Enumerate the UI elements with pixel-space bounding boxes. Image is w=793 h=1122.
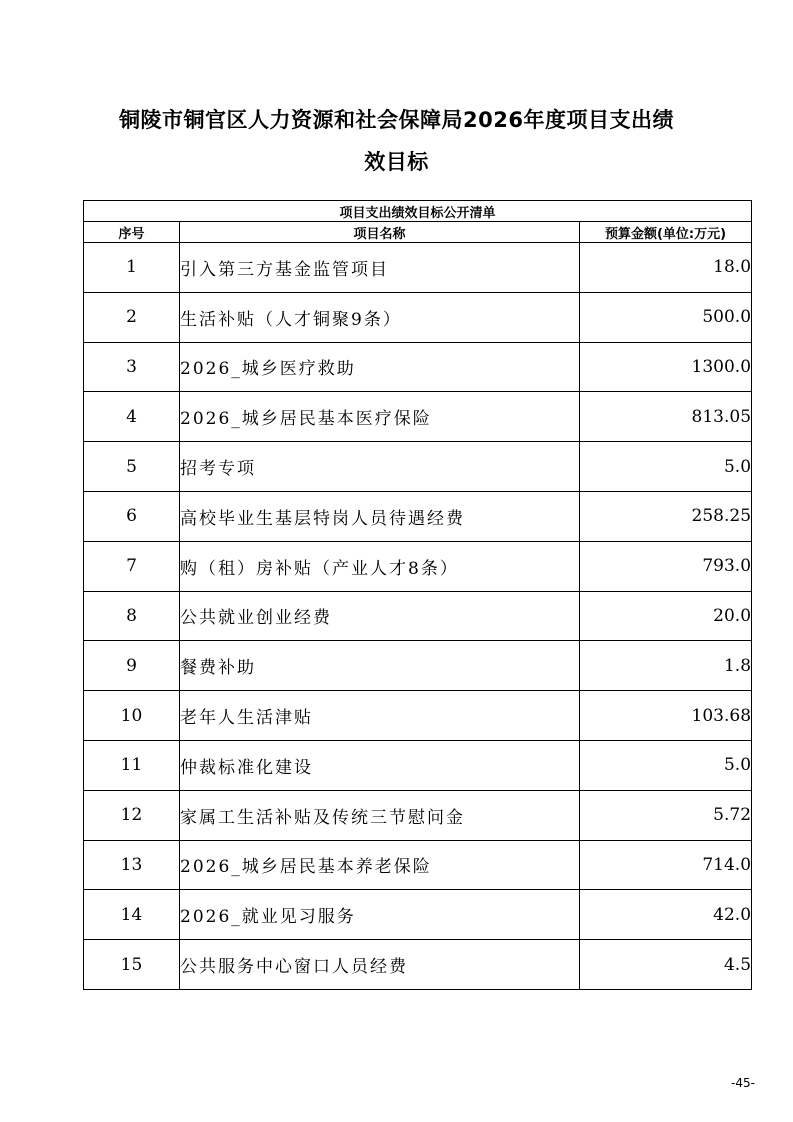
table-row: [84, 392, 752, 442]
row-amount: 5.72: [580, 790, 752, 840]
row-amount: 500.0: [580, 292, 752, 342]
row-amount: 1300.0: [580, 342, 752, 392]
table-row: [84, 243, 752, 293]
page-number: -45-: [731, 1076, 755, 1090]
row-seq: 8: [84, 591, 180, 641]
row-project-name: 引入第三方基金监管项目: [180, 243, 580, 293]
table-row: [84, 442, 752, 492]
row-project-name: 2026_就业见习服务: [180, 890, 580, 940]
document-title-line-2: 效目标: [364, 150, 429, 174]
row-project-name: 餐费补助: [180, 641, 580, 691]
row-amount: 5.0: [580, 442, 752, 492]
row-seq: 4: [84, 392, 180, 442]
row-seq: 12: [84, 790, 180, 840]
header-amount: 预算金额(单位:万元): [580, 222, 752, 243]
row-project-name: 购（租）房补贴（产业人才8条）: [180, 541, 580, 591]
table-row: [84, 940, 752, 990]
table-caption: 项目支出绩效目标公开清单: [84, 201, 752, 222]
row-seq: 5: [84, 442, 180, 492]
row-project-name: 2026_城乡医疗救助: [180, 342, 580, 392]
row-seq: 7: [84, 541, 180, 591]
table-row: [84, 591, 752, 641]
row-project-name: 2026_城乡居民基本养老保险: [180, 840, 580, 890]
row-amount: 714.0: [580, 840, 752, 890]
table-row: [84, 790, 752, 840]
row-amount: 258.25: [580, 491, 752, 541]
row-project-name: 2026_城乡居民基本医疗保险: [180, 392, 580, 442]
row-seq: 3: [84, 342, 180, 392]
row-project-name: 生活补贴（人才铜聚9条）: [180, 292, 580, 342]
row-amount: 18.0: [580, 243, 752, 293]
row-project-name: 招考专项: [180, 442, 580, 492]
row-project-name: 家属工生活补贴及传统三节慰问金: [180, 790, 580, 840]
table-caption-row: [84, 201, 752, 222]
table-row: [84, 491, 752, 541]
row-project-name: 高校毕业生基层特岗人员待遇经费: [180, 491, 580, 541]
table-row: [84, 840, 752, 890]
row-seq: 13: [84, 840, 180, 890]
row-amount: 813.05: [580, 392, 752, 442]
table-row: [84, 890, 752, 940]
header-seq: 序号: [84, 222, 180, 243]
row-amount: 1.8: [580, 641, 752, 691]
row-project-name: 公共服务中心窗口人员经费: [180, 940, 580, 990]
row-seq: 6: [84, 491, 180, 541]
row-seq: 14: [84, 890, 180, 940]
row-seq: 10: [84, 691, 180, 741]
document-title-line-1: 铜陵市铜官区人力资源和社会保障局2026年度项目支出绩: [119, 108, 674, 132]
row-seq: 11: [84, 740, 180, 790]
row-seq: 1: [84, 243, 180, 293]
row-amount: 103.68: [580, 691, 752, 741]
row-project-name: 老年人生活津贴: [180, 691, 580, 741]
table-row: [84, 740, 752, 790]
row-amount: 42.0: [580, 890, 752, 940]
row-seq: 9: [84, 641, 180, 691]
row-seq: 2: [84, 292, 180, 342]
table-row: [84, 641, 752, 691]
table-row: [84, 691, 752, 741]
row-amount: 20.0: [580, 591, 752, 641]
row-amount: 4.5: [580, 940, 752, 990]
table-row: [84, 342, 752, 392]
table-row: [84, 292, 752, 342]
project-expenditure-table: [83, 200, 752, 990]
row-amount: 793.0: [580, 541, 752, 591]
row-project-name: 公共就业创业经费: [180, 591, 580, 641]
table-header-row: [84, 222, 752, 243]
row-amount: 5.0: [580, 740, 752, 790]
row-project-name: 仲裁标准化建设: [180, 740, 580, 790]
table-row: [84, 541, 752, 591]
header-name: 项目名称: [180, 222, 580, 243]
row-seq: 15: [84, 940, 180, 990]
